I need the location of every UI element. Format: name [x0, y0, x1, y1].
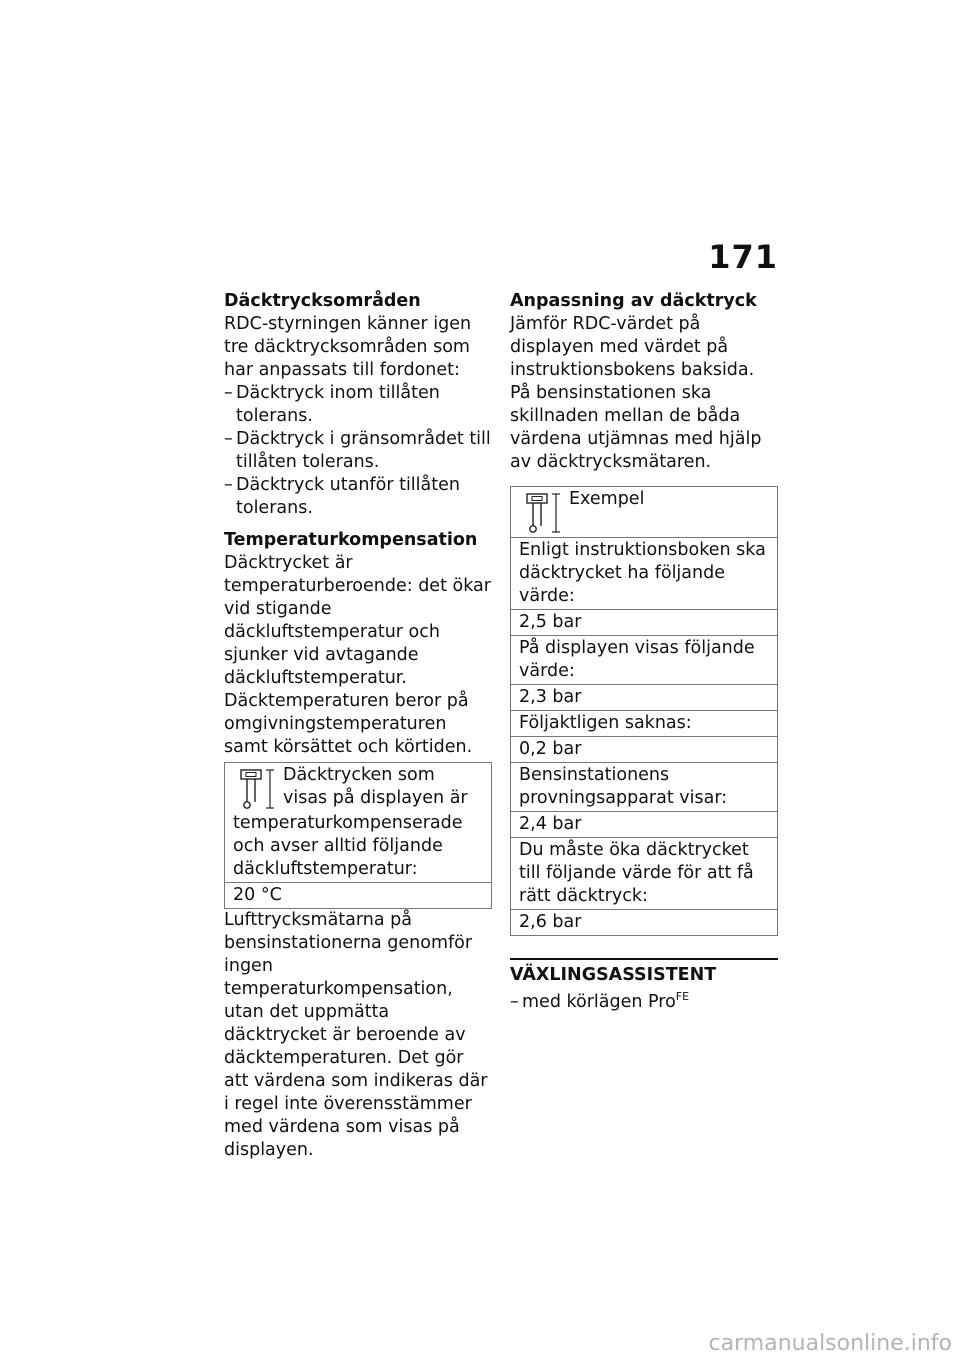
left-column [224, 290, 492, 1162]
heading-temperature-compensation: Temperaturkompensation [224, 530, 478, 550]
paragraph-compare: Jämför RDC-värdet på displayen med värdet på instruktionsbokens baksida. På bensinstationen ska skillnaden mellan de båda värdena utjämnas med hjälp av däcktrycksmätaren. [510, 314, 762, 472]
note-text: Däcktrycken som visas på displayen är temperaturkompenserade och avser alltid följande däckluftstemperatur: [233, 765, 468, 879]
heading-pressure-adjustment: Anpassning av däcktryck [510, 291, 757, 311]
note-box [224, 762, 492, 909]
example-row: Enligt instruktionsboken ska däcktrycket ha följande värde: [511, 537, 777, 609]
fe-superscript: FE [675, 990, 690, 1003]
page-number: 171 [708, 238, 778, 276]
tire-pressure-gauge-icon [523, 492, 563, 536]
example-row: 0,2 bar [511, 736, 777, 762]
section-title-shift-assistant: VÄXLINGSASSISTENT [510, 958, 778, 987]
tire-pressure-gauge-icon [237, 768, 277, 812]
example-row: Bensinstationens provningsapparat visar: [511, 762, 777, 811]
heading-pressure-ranges: Däcktrycksområden [224, 291, 421, 311]
example-row: 2,4 bar [511, 811, 777, 837]
paragraph-gas-station-gauges: Lufttrycksmätarna på bensinstationerna genomför ingen temperaturkompensation, utan det uppmätta däcktrycket är beroende av däcktemperaturen. Det gör att värdena som indikeras där i regel inte överensstämmer med värdena som visas på displayen. [224, 910, 488, 1160]
example-box [510, 486, 778, 936]
example-row: 2,6 bar [511, 909, 777, 935]
list-item: – Däcktryck i gränsområdet till tillåten tolerans. [224, 428, 492, 474]
example-row: 2,3 bar [511, 684, 777, 710]
section-list [510, 991, 778, 1014]
pressure-range-list [224, 382, 492, 520]
example-title: Exempel [569, 489, 645, 509]
right-column [510, 290, 778, 1014]
list-item: – Däcktryck utanför tillåten tolerans. [224, 474, 492, 520]
example-row: 2,5 bar [511, 609, 777, 635]
note-value: 20 °C [225, 882, 491, 908]
example-row: På displayen visas följande värde: [511, 635, 777, 684]
list-item: – med körlägen Pro$^{FE}$ [510, 991, 778, 1014]
paragraph-rdc: RDC-styrningen känner igen tre däcktrycksområden som har anpassats till fordonet: [224, 314, 472, 380]
paragraph-temperature: Däcktrycket är temperaturberoende: det ökar vid stigande däckluftstemperatur och sjunker vid avtagande däckluftstemperatur. Däcktemperaturen beror på omgivningstemperaturen samt körsättet och körtiden. [224, 553, 491, 757]
example-row: Följaktligen saknas: [511, 710, 777, 736]
example-row: Du måste öka däcktrycket till följande värde för att få rätt däcktryck: [511, 837, 777, 909]
list-item: – Däcktryck inom tillåten tolerans. [224, 382, 492, 428]
watermark: carmanualsonline.info [708, 1331, 952, 1356]
